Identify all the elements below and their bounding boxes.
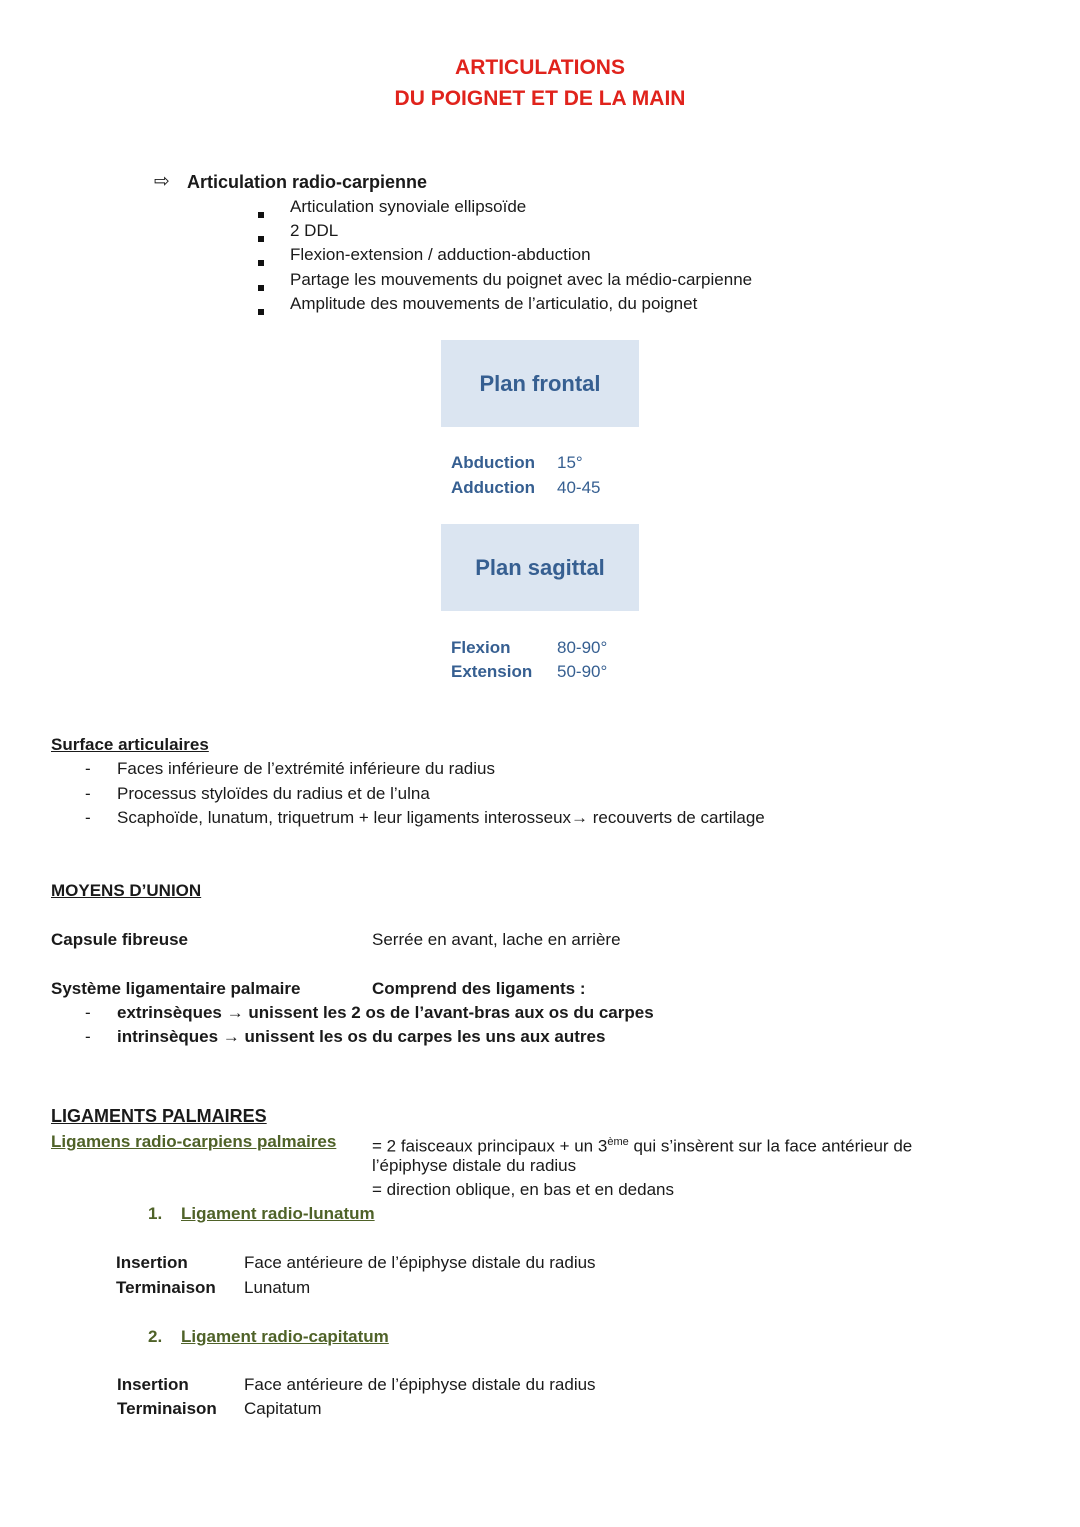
insertion-label: Insertion (116, 1253, 188, 1272)
ligament-number: 2. (148, 1327, 163, 1346)
arrow-right-icon: ⇨ (154, 171, 170, 192)
list-item (258, 298, 264, 322)
square-bullet-icon (258, 309, 264, 315)
ligaments-sub-heading: Ligamens radio-carpiens palmaires (51, 1132, 337, 1151)
section-heading: Articulation radio-carpienne (187, 172, 428, 192)
capsule-label: Capsule fibreuse (51, 930, 188, 949)
insertion-label: Insertion (117, 1375, 189, 1394)
dash-bullet: - (85, 808, 91, 827)
plan-sagittal-title: Plan sagittal (475, 554, 605, 580)
ligament-name: Ligament radio-lunatum (181, 1204, 375, 1223)
ligaments-description-line: = direction oblique, en bas et en dedans (372, 1180, 674, 1199)
plan-frontal-title: Plan frontal (479, 370, 601, 396)
dash-bullet: - (85, 1003, 91, 1022)
plan-frontal-box (441, 340, 639, 427)
list-item (258, 201, 264, 225)
amplitude-value: 40-45 (557, 478, 601, 497)
dash-bullet: - (85, 1027, 91, 1046)
list-item-text: Flexion-extension / adduction-abduction (290, 245, 591, 264)
amplitude-label: Flexion (451, 638, 511, 657)
square-bullet-icon (258, 285, 264, 291)
capsule-value: Serrée en avant, lache en arrière (372, 930, 621, 949)
ligaments-description-line: l’épiphyse distale du radius (372, 1156, 577, 1175)
amplitude-label: Adduction (451, 478, 536, 497)
systeme-value: Comprend des ligaments : (372, 979, 586, 998)
dash-bullet: - (85, 759, 91, 778)
list-item-text: extrinsèques → unissent les 2 os de l’avant-bras aux os du carpes (117, 1003, 654, 1022)
amplitude-label: Extension (451, 662, 533, 681)
list-item-text: Scaphoïde, lunatum, triquetrum + leur ligaments interosseux→ recouverts de cartilage (117, 808, 765, 827)
list-item-text: 2 DDL (290, 221, 339, 240)
terminaison-label: Terminaison (117, 1399, 217, 1418)
ligaments-heading: LIGAMENTS PALMAIRES (51, 1106, 267, 1126)
amplitude-label: Abduction (451, 453, 536, 472)
amplitude-value: 80-90° (557, 638, 608, 657)
systeme-label: Système ligamentaire palmaire (51, 979, 301, 998)
dash-bullet: - (85, 784, 91, 803)
list-item-text: Partage les mouvements du poignet avec la médio-carpienne (290, 270, 753, 289)
square-bullet-icon (258, 236, 264, 242)
list-item-text: Articulation synoviale ellipsoïde (290, 197, 527, 216)
terminaison-label: Terminaison (116, 1278, 216, 1297)
square-bullet-icon (258, 260, 264, 266)
desc-text: = 2 faisceaux principaux + un 3 (372, 1136, 608, 1156)
desc-text: qui s’insèrent sur la face antérieur de (628, 1136, 913, 1156)
list-item-text: Faces inférieure de l’extrémité inférieure du radius (117, 759, 495, 778)
insertion-value: Face antérieure de l’épiphyse distale du radius (244, 1375, 596, 1394)
amplitude-value: 15° (557, 453, 583, 472)
list-item-text: Amplitude des mouvements de l’articulatio, du poignet (290, 294, 698, 313)
desc-superscript: ème (607, 1136, 629, 1148)
surfaces-heading: Surface articulaires (51, 735, 209, 754)
amplitude-value: 50-90° (557, 662, 608, 681)
list-item (258, 249, 264, 273)
title-line-1: ARTICULATIONS (455, 56, 625, 79)
plan-sagittal-box (441, 524, 639, 611)
list-item-text: Processus styloïdes du radius et de l’ulna (117, 784, 430, 803)
list-item (258, 274, 264, 298)
title-line-2: DU POIGNET ET DE LA MAIN (394, 87, 686, 110)
insertion-value: Face antérieure de l’épiphyse distale du radius (244, 1253, 596, 1272)
list-item (258, 225, 264, 249)
terminaison-value: Lunatum (244, 1278, 311, 1297)
terminaison-value: Capitatum (244, 1399, 322, 1418)
ligament-number: 1. (148, 1204, 163, 1223)
ligament-name: Ligament radio-capitatum (181, 1327, 389, 1346)
union-heading: MOYENS D’UNION (51, 881, 202, 900)
square-bullet-icon (258, 212, 264, 218)
list-item-text: intrinsèques → unissent les os du carpes les uns aux autres (117, 1027, 606, 1046)
